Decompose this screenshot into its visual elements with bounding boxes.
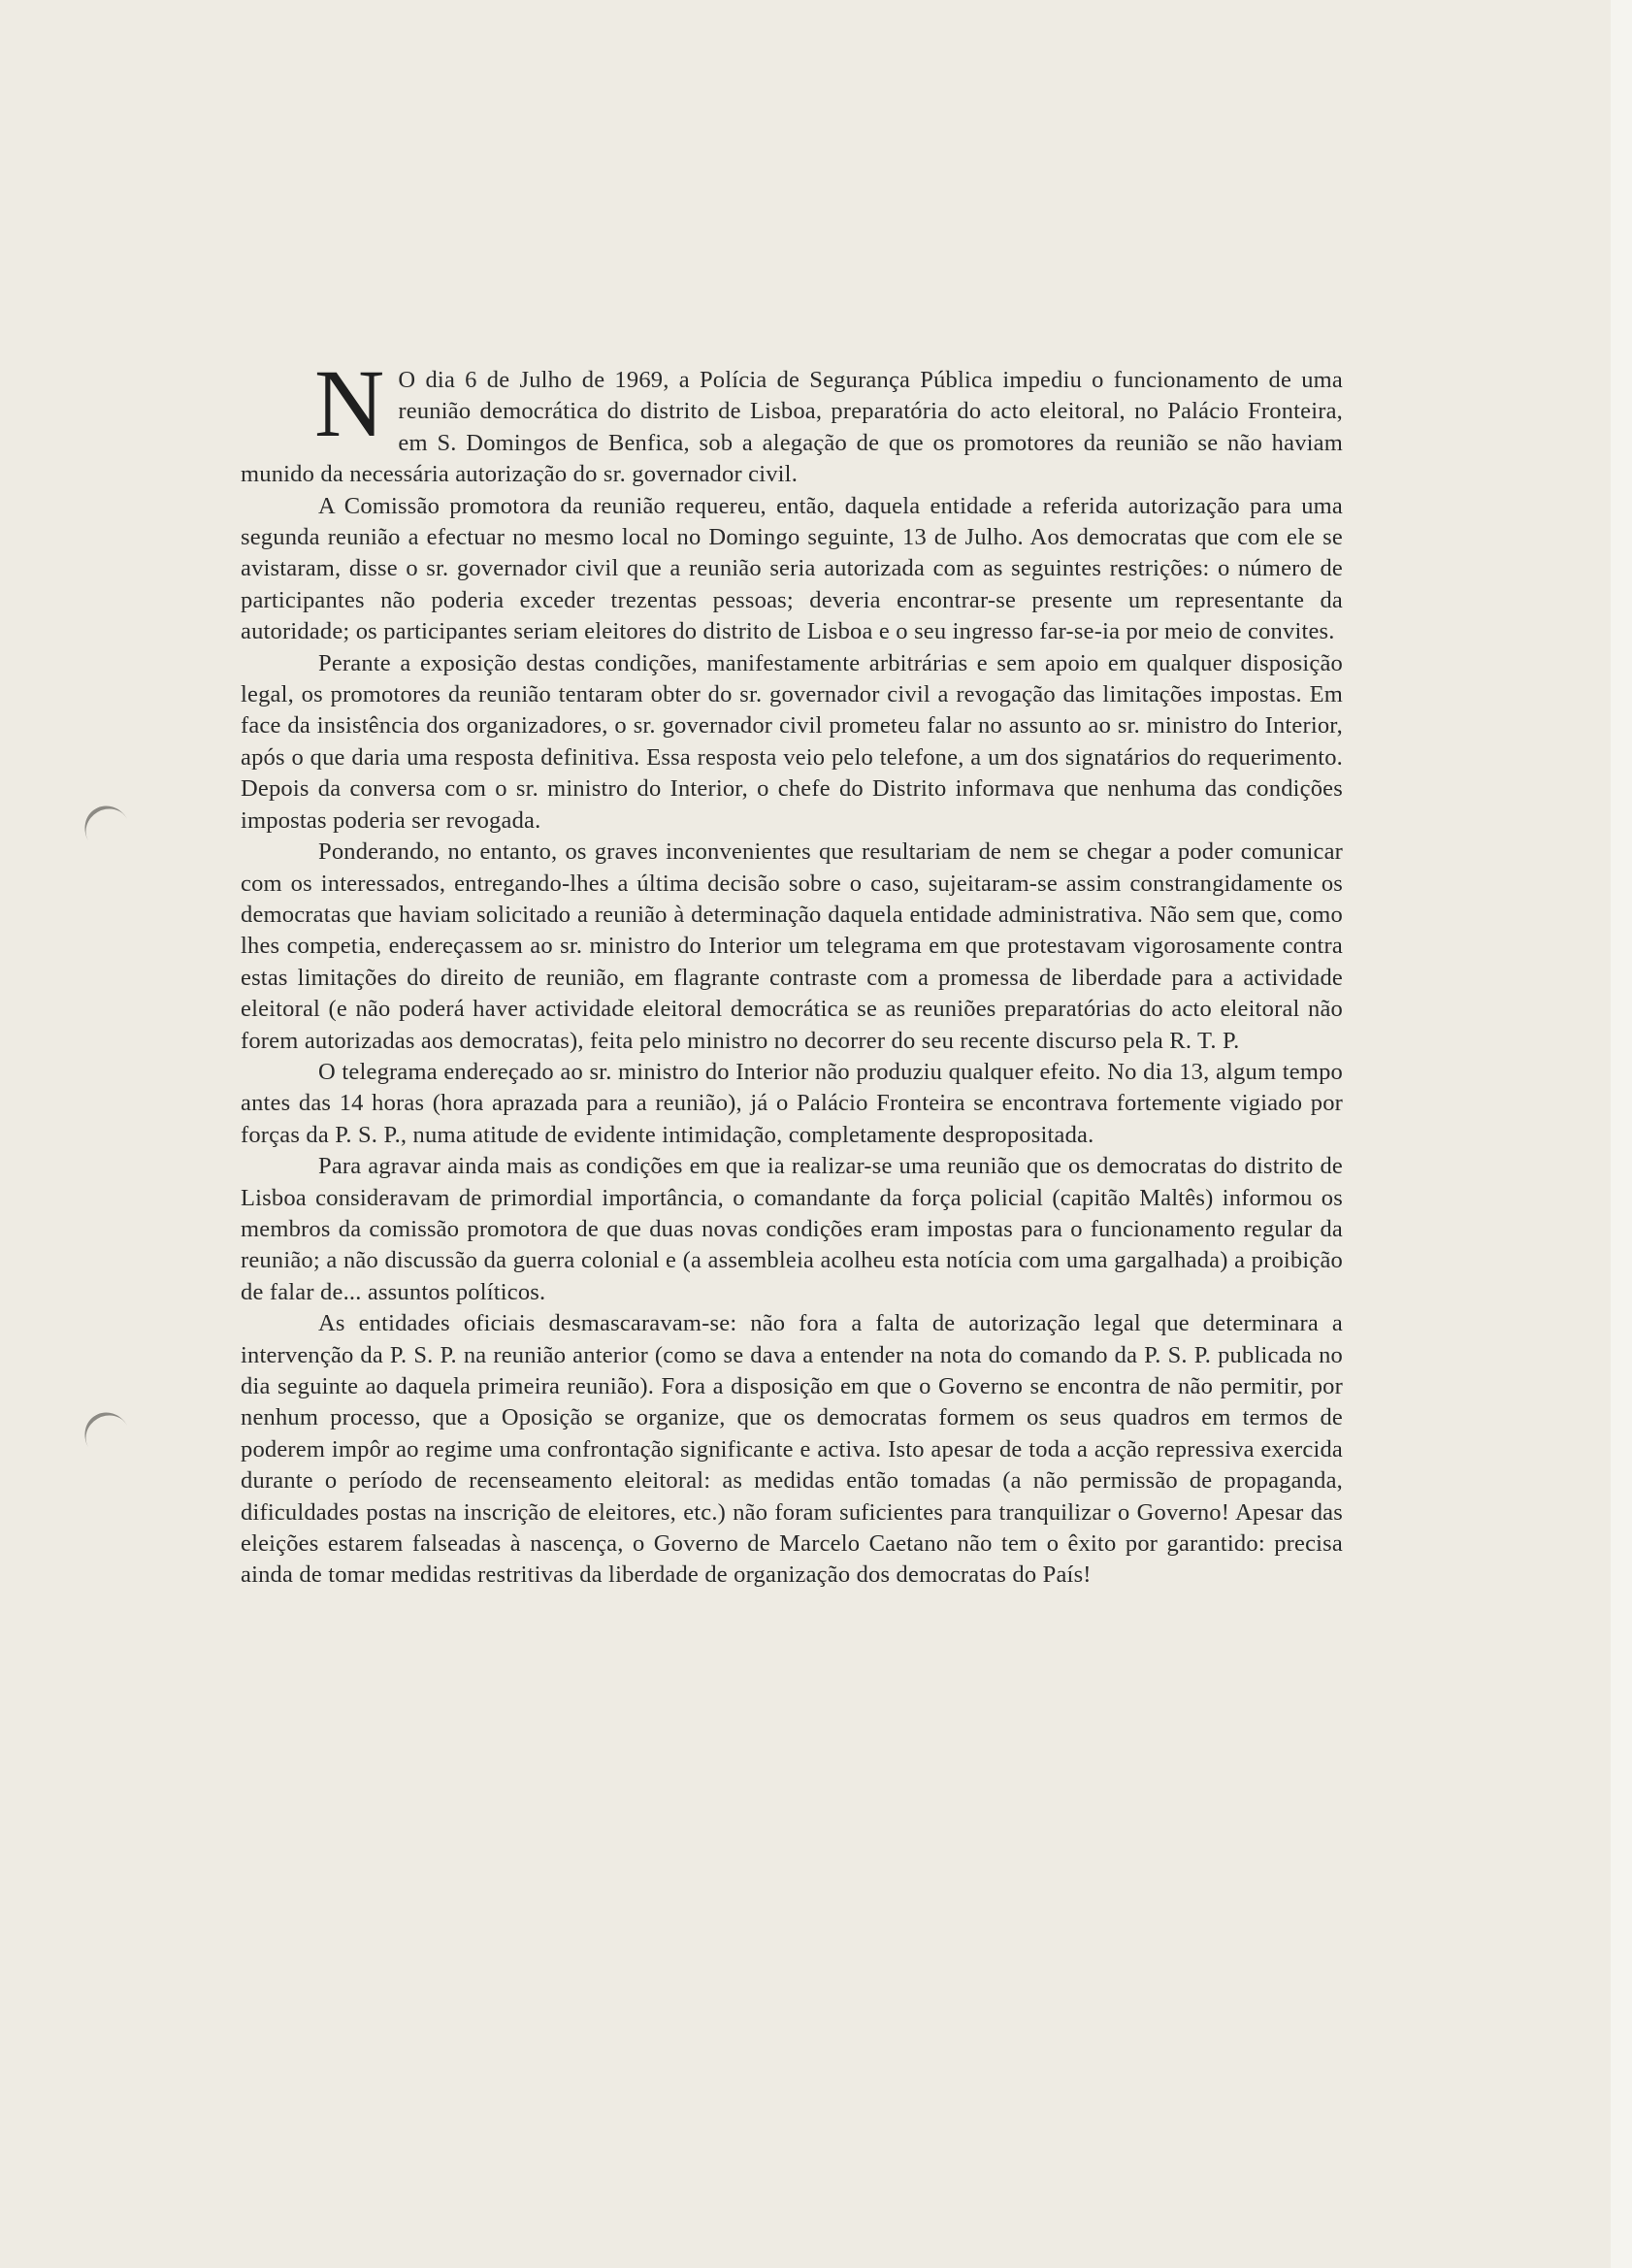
paragraph-5: O telegrama endereçado ao sr. ministro do Interior não produziu qualquer efeito. No dia 13, algum tempo antes das 14 horas (hora aprazada para a reunião), já o Palácio Fronteira se encontrava fortemente vigiado por forças da P. S. P., numa atitude de evidente intimidação, completamente despropositada. — [241, 1058, 1343, 1148]
paragraph-7: As entidades oficiais desmascaravam-se: não fora a falta de autorização legal que determinara a intervenção da P. S. P. na reunião anterior (como se dava a entender na nota do comando da P. S. P. publicada no dia seguinte ao daquela primeira reunião). Fora a disposição em que o Governo se encontra de não permitir, por nenhum processo, que a Oposição se organize, que os democratas formem os seus quadros em termos de poderem impôr ao regime uma confrontação significante e activa. Isto apesar de toda a acção repressiva exercida durante o período de recenseamento eleitoral: as medidas então tomadas (a não permissão de propaganda, dificuldades postas na inscrição de eleitores, etc.) não foram suficientes para tranquilizar o Governo! Apesar das eleições estarem falseadas à nascença, o Governo de Marcelo Caetano não tem o êxito por garantido: precisa ainda de tomar medidas restritivas da liberdade de organização dos democratas do País! — [241, 1310, 1343, 1589]
punch-hole — [77, 1404, 140, 1468]
paragraph-1 — [241, 349, 1343, 491]
paragraph-1-text: O dia 6 de Julho de 1969, a Polícia de Segurança Pública impediu o funcionamento de uma reunião democrática do distrito de Lisboa, preparatória do acto eleitoral, no Palácio Fronteira, em S. Domingos de Benfica, sob a alegação de que os promotores da reunião se não haviam munido da necessária autorização do sr. governador civil. — [241, 367, 1343, 488]
paragraph-2: A Comissão promotora da reunião requereu, então, daquela entidade a referida autorização para uma segunda reunião a efectuar no mesmo local no Domingo seguinte, 13 de Julho. Aos democratas que com ele se avistaram, disse o sr. governador civil que a reunião seria autorizada com as seguintes restrições: o número de participantes não poderia exceder trezentas pessoas; deveria encontrar-se presente um representante da autoridade; os participantes seriam eleitores do distrito de Lisboa e o seu ingresso far-se-ia por meio de convites. — [241, 492, 1343, 645]
punch-hole — [77, 798, 140, 862]
drop-cap: N — [314, 349, 385, 457]
document-body — [241, 349, 1343, 1592]
paragraph-3: Perante a exposição destas condições, manifestamente arbitrárias e sem apoio em qualquer disposição legal, os promotores da reunião tentaram obter do sr. governador civil a revogação das limitações impostas. Em face da insistência dos organizadores, o sr. governador civil prometeu falar no assunto ao sr. ministro do Interior, após o que daria uma resposta definitiva. Essa resposta veio pelo telefone, a um dos signatários do requerimento. Depois da conversa com o sr. ministro do Interior, o chefe do Distrito informava que nenhuma das condições impostas poderia ser revogada. — [241, 649, 1343, 834]
paragraph-4: Ponderando, no entanto, os graves inconvenientes que resultariam de nem se chegar a poder comunicar com os interessados, entregando-lhes a última decisão sobre o caso, sujeitaram-se assim constrangidamente os democratas que haviam solicitado a reunião à determinação daquela entidade administrativa. Não sem que, como lhes competia, endereçassem ao sr. ministro do Interior um telegrama em que protestavam vigorosamente contra estas limitações do direito de reunião, em flagrante contraste com a promessa de liberdade para a actividade eleitoral (e não poderá haver actividade eleitoral democrática se as reuniões preparatórias do acto eleitoral não forem autorizadas aos democratas), feita pelo ministro no decorrer do seu recente discurso pela R. T. P. — [241, 838, 1343, 1054]
page-edge-strip — [1611, 0, 1632, 2268]
paragraph-6: Para agravar ainda mais as condições em que ia realizar-se uma reunião que os democratas do distrito de Lisboa consideravam de primordial importância, o comandante da força policial (capitão Maltês) informou os membros da comissão promotora de que duas novas condições eram impostas para o funcionamento regular da reunião; a não discussão da guerra colonial e (a assembleia acolheu esta notícia com uma gargalhada) a proibição de falar de... assuntos políticos. — [241, 1153, 1343, 1305]
